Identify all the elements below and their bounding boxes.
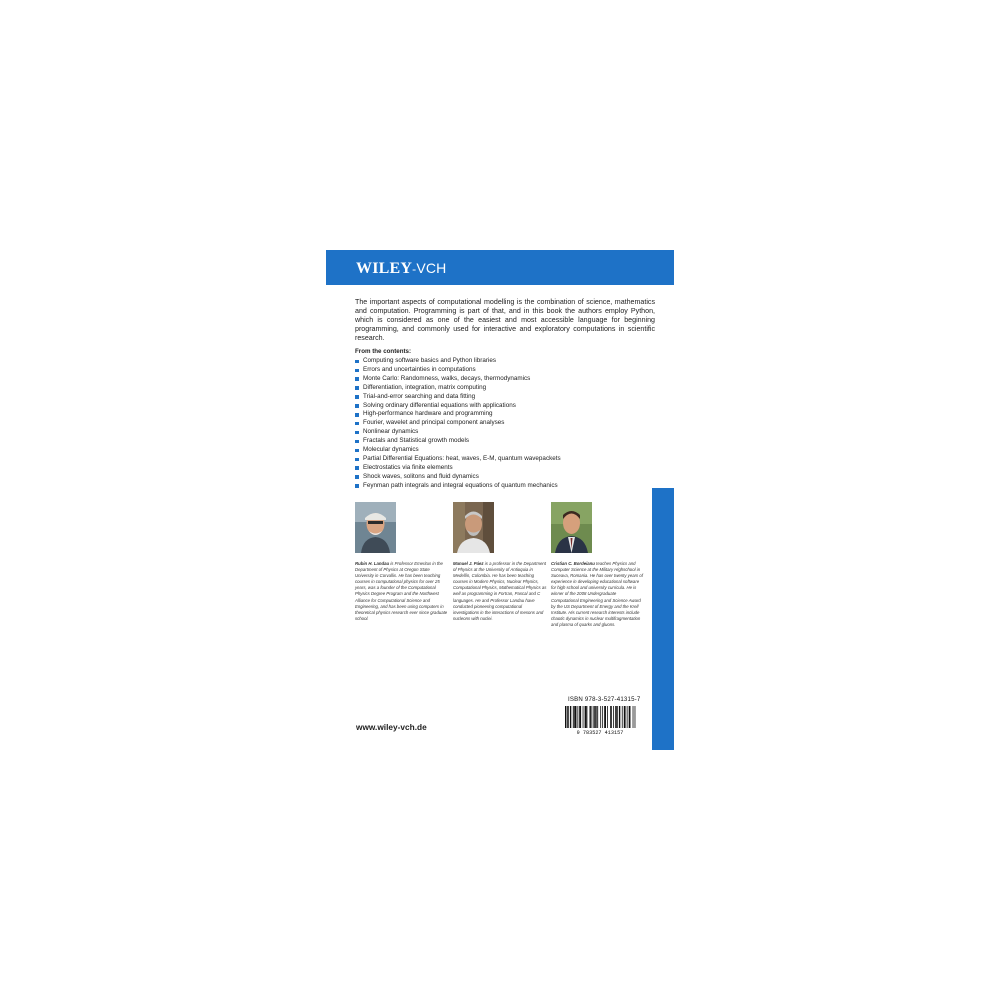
bullet-icon xyxy=(355,449,359,453)
list-item-text: Computing software basics and Python libraries xyxy=(363,357,497,364)
author-bio-landau xyxy=(355,561,449,622)
barcode-bar xyxy=(611,706,612,728)
list-item xyxy=(355,410,561,419)
list-item xyxy=(355,402,561,411)
barcode-bar xyxy=(565,706,566,728)
barcode-bar xyxy=(602,706,603,728)
bullet-icon xyxy=(355,395,359,399)
author-name: Manuel J. Páez xyxy=(453,561,484,566)
bullet-icon xyxy=(355,360,359,364)
barcode-bar xyxy=(597,706,598,728)
barcode-bar xyxy=(583,706,584,728)
list-item xyxy=(355,384,561,393)
bullet-icon xyxy=(355,413,359,417)
portrait-landau-icon xyxy=(355,502,396,553)
author-photo-bordeianu xyxy=(551,502,592,553)
barcode-bar xyxy=(630,706,631,728)
logo-sub: VCH xyxy=(416,260,447,276)
barcode-bar xyxy=(590,706,591,728)
bullet-icon xyxy=(355,440,359,444)
bullet-icon xyxy=(355,386,359,390)
list-item-text: Differentiation, integration, matrix computing xyxy=(363,383,487,391)
bullet-icon xyxy=(355,475,359,479)
list-item xyxy=(355,464,561,473)
barcode-bar xyxy=(617,706,618,728)
publisher-logo xyxy=(356,259,447,278)
bullet-icon xyxy=(355,369,359,373)
list-item xyxy=(355,366,561,375)
barcode-bar xyxy=(607,706,608,728)
author-name: Cristian C. Bordeianu xyxy=(551,561,595,566)
list-item xyxy=(355,375,561,384)
list-item-text: Nonlinear dynamics xyxy=(363,428,419,436)
list-item-text: Partial Differential Equations: heat, waves, E-M, quantum wavepackets xyxy=(363,454,561,462)
list-item xyxy=(355,437,561,446)
barcode-bar xyxy=(615,706,616,728)
barcode-bar xyxy=(568,706,569,728)
bullet-icon xyxy=(355,404,359,408)
author-name: Rubin H. Landau xyxy=(355,561,390,566)
barcode-bar xyxy=(579,706,580,728)
author-bio-paez xyxy=(453,561,547,622)
barcode-bar xyxy=(593,706,594,728)
list-item-text: Monte Carlo: Randomness, walks, decays, thermodynamics xyxy=(363,374,531,382)
barcode-bar xyxy=(627,706,628,728)
author-photo-landau xyxy=(355,502,396,553)
bullet-icon xyxy=(355,377,359,381)
barcode-digits: 9 783527 413157 xyxy=(576,730,624,735)
barcode-bar xyxy=(625,706,626,728)
side-accent-bar xyxy=(652,488,674,750)
list-item xyxy=(355,357,561,366)
intro-paragraph: The important aspects of computational modelling is the combination of science, mathematics and computation. Programming is part of that, and in this book the authors employ Python, which is considered as one of the easiest and most accessible language for beginning programming, and commonly used for interactive and exploratory computations in scientific research. xyxy=(355,298,655,343)
list-item-text: High-performance hardware and programming xyxy=(363,410,493,418)
list-item xyxy=(355,473,561,482)
author-bio-text: is a professor in the Department of Physics at the University of Antioquia in Medellín, Colombia. He has been teaching courses in Modern Physics, Nuclear Physics, Computational Physics, Mathematical Physics as well as programming in Fortran, Pascal and C languages. He and Professor Landau have conducted pioneering computational investigations in the interactions of mesons and nucleons with nuclei. xyxy=(453,561,547,621)
barcode-bar xyxy=(616,706,617,728)
list-item-text: Shock waves, solitons and fluid dynamics xyxy=(363,472,479,480)
barcode-bar xyxy=(580,706,581,728)
portrait-bordeianu-icon xyxy=(551,502,592,553)
list-item xyxy=(355,482,561,491)
barcode-bar xyxy=(600,706,601,728)
list-item xyxy=(355,393,561,402)
barcode-bar xyxy=(613,706,614,728)
author-bio-bordeianu xyxy=(551,561,645,628)
list-item-text: Molecular dynamics xyxy=(363,446,419,454)
author-bio-text: teaches Physics and Computer Science at the Military Highschool in Suceava, Romania. He has over twenty years of experience in developing educational software for high school and university curricula. He is winner of the 2008 Undergraduate Computational Engineering and Science Award by the US Department of Energy and the Krell Institute. His current research interests include chaotic dynamics in nuclear multifragmentation and plasma of quarks and gluons. xyxy=(551,561,643,627)
bullet-icon xyxy=(355,466,359,470)
barcode-bar xyxy=(635,706,636,728)
publisher-website[interactable]: www.wiley-vch.de xyxy=(356,722,427,732)
list-item-text: Fourier, wavelet and principal component analyses xyxy=(363,419,505,427)
contents-heading: From the contents: xyxy=(355,348,412,355)
barcode-bar xyxy=(633,706,634,728)
list-item-text: Electrostatics via finite elements xyxy=(363,463,453,471)
logo-main: WILEY xyxy=(356,260,413,277)
logo-separator: - xyxy=(412,262,417,276)
barcode-bar xyxy=(591,706,592,728)
list-item-text: Feynman path integrals and integral equations of quantum mechanics xyxy=(363,481,558,489)
bullet-icon xyxy=(355,431,359,435)
list-item xyxy=(355,428,561,437)
barcode-bar xyxy=(596,706,597,728)
book-back-cover xyxy=(326,250,674,750)
barcode-bar xyxy=(622,706,623,728)
list-item-text: Solving ordinary differential equations with applications xyxy=(363,401,516,409)
list-item xyxy=(355,446,561,455)
list-item xyxy=(355,419,561,428)
barcode-bar xyxy=(605,706,606,728)
list-item-text: Trial-and-error searching and data fitting xyxy=(363,392,476,400)
barcode-bar xyxy=(570,706,571,728)
bullet-icon xyxy=(355,458,359,462)
bullet-icon xyxy=(355,422,359,426)
bullet-icon xyxy=(355,484,359,488)
barcode-bar xyxy=(574,706,575,728)
barcode-bar xyxy=(567,706,568,728)
author-bio-text: is Professor Emeritus in the Department of Physics at Oregon State University in Corvallis. He has been teaching courses in computational physics for over 25 years, was a founder of the Computational Physics Degree Program and the Northwest Alliance for Computational Science and Engineering, and has been using computers in theoretical physics research ever since graduate school. xyxy=(355,561,448,621)
barcode-bar xyxy=(577,706,578,728)
portrait-paez-icon xyxy=(453,502,494,553)
barcode-bar xyxy=(594,706,595,728)
barcode-bar xyxy=(573,706,574,728)
list-item-text: Fractals and Statistical growth models xyxy=(363,437,470,445)
barcode-bar xyxy=(610,706,611,728)
barcode-bar xyxy=(586,706,587,728)
contents-list xyxy=(355,357,561,491)
barcode-bar xyxy=(587,706,588,728)
author-photo-paez xyxy=(453,502,494,553)
barcode-bar xyxy=(575,706,576,728)
barcode-bar xyxy=(619,706,620,728)
publisher-banner xyxy=(326,250,674,285)
list-item xyxy=(355,455,561,464)
list-item-text: Errors and uncertainties in computations xyxy=(363,365,476,373)
isbn-label: ISBN 978-3-527-41315-7 xyxy=(568,696,641,703)
barcode-icon xyxy=(562,705,638,735)
